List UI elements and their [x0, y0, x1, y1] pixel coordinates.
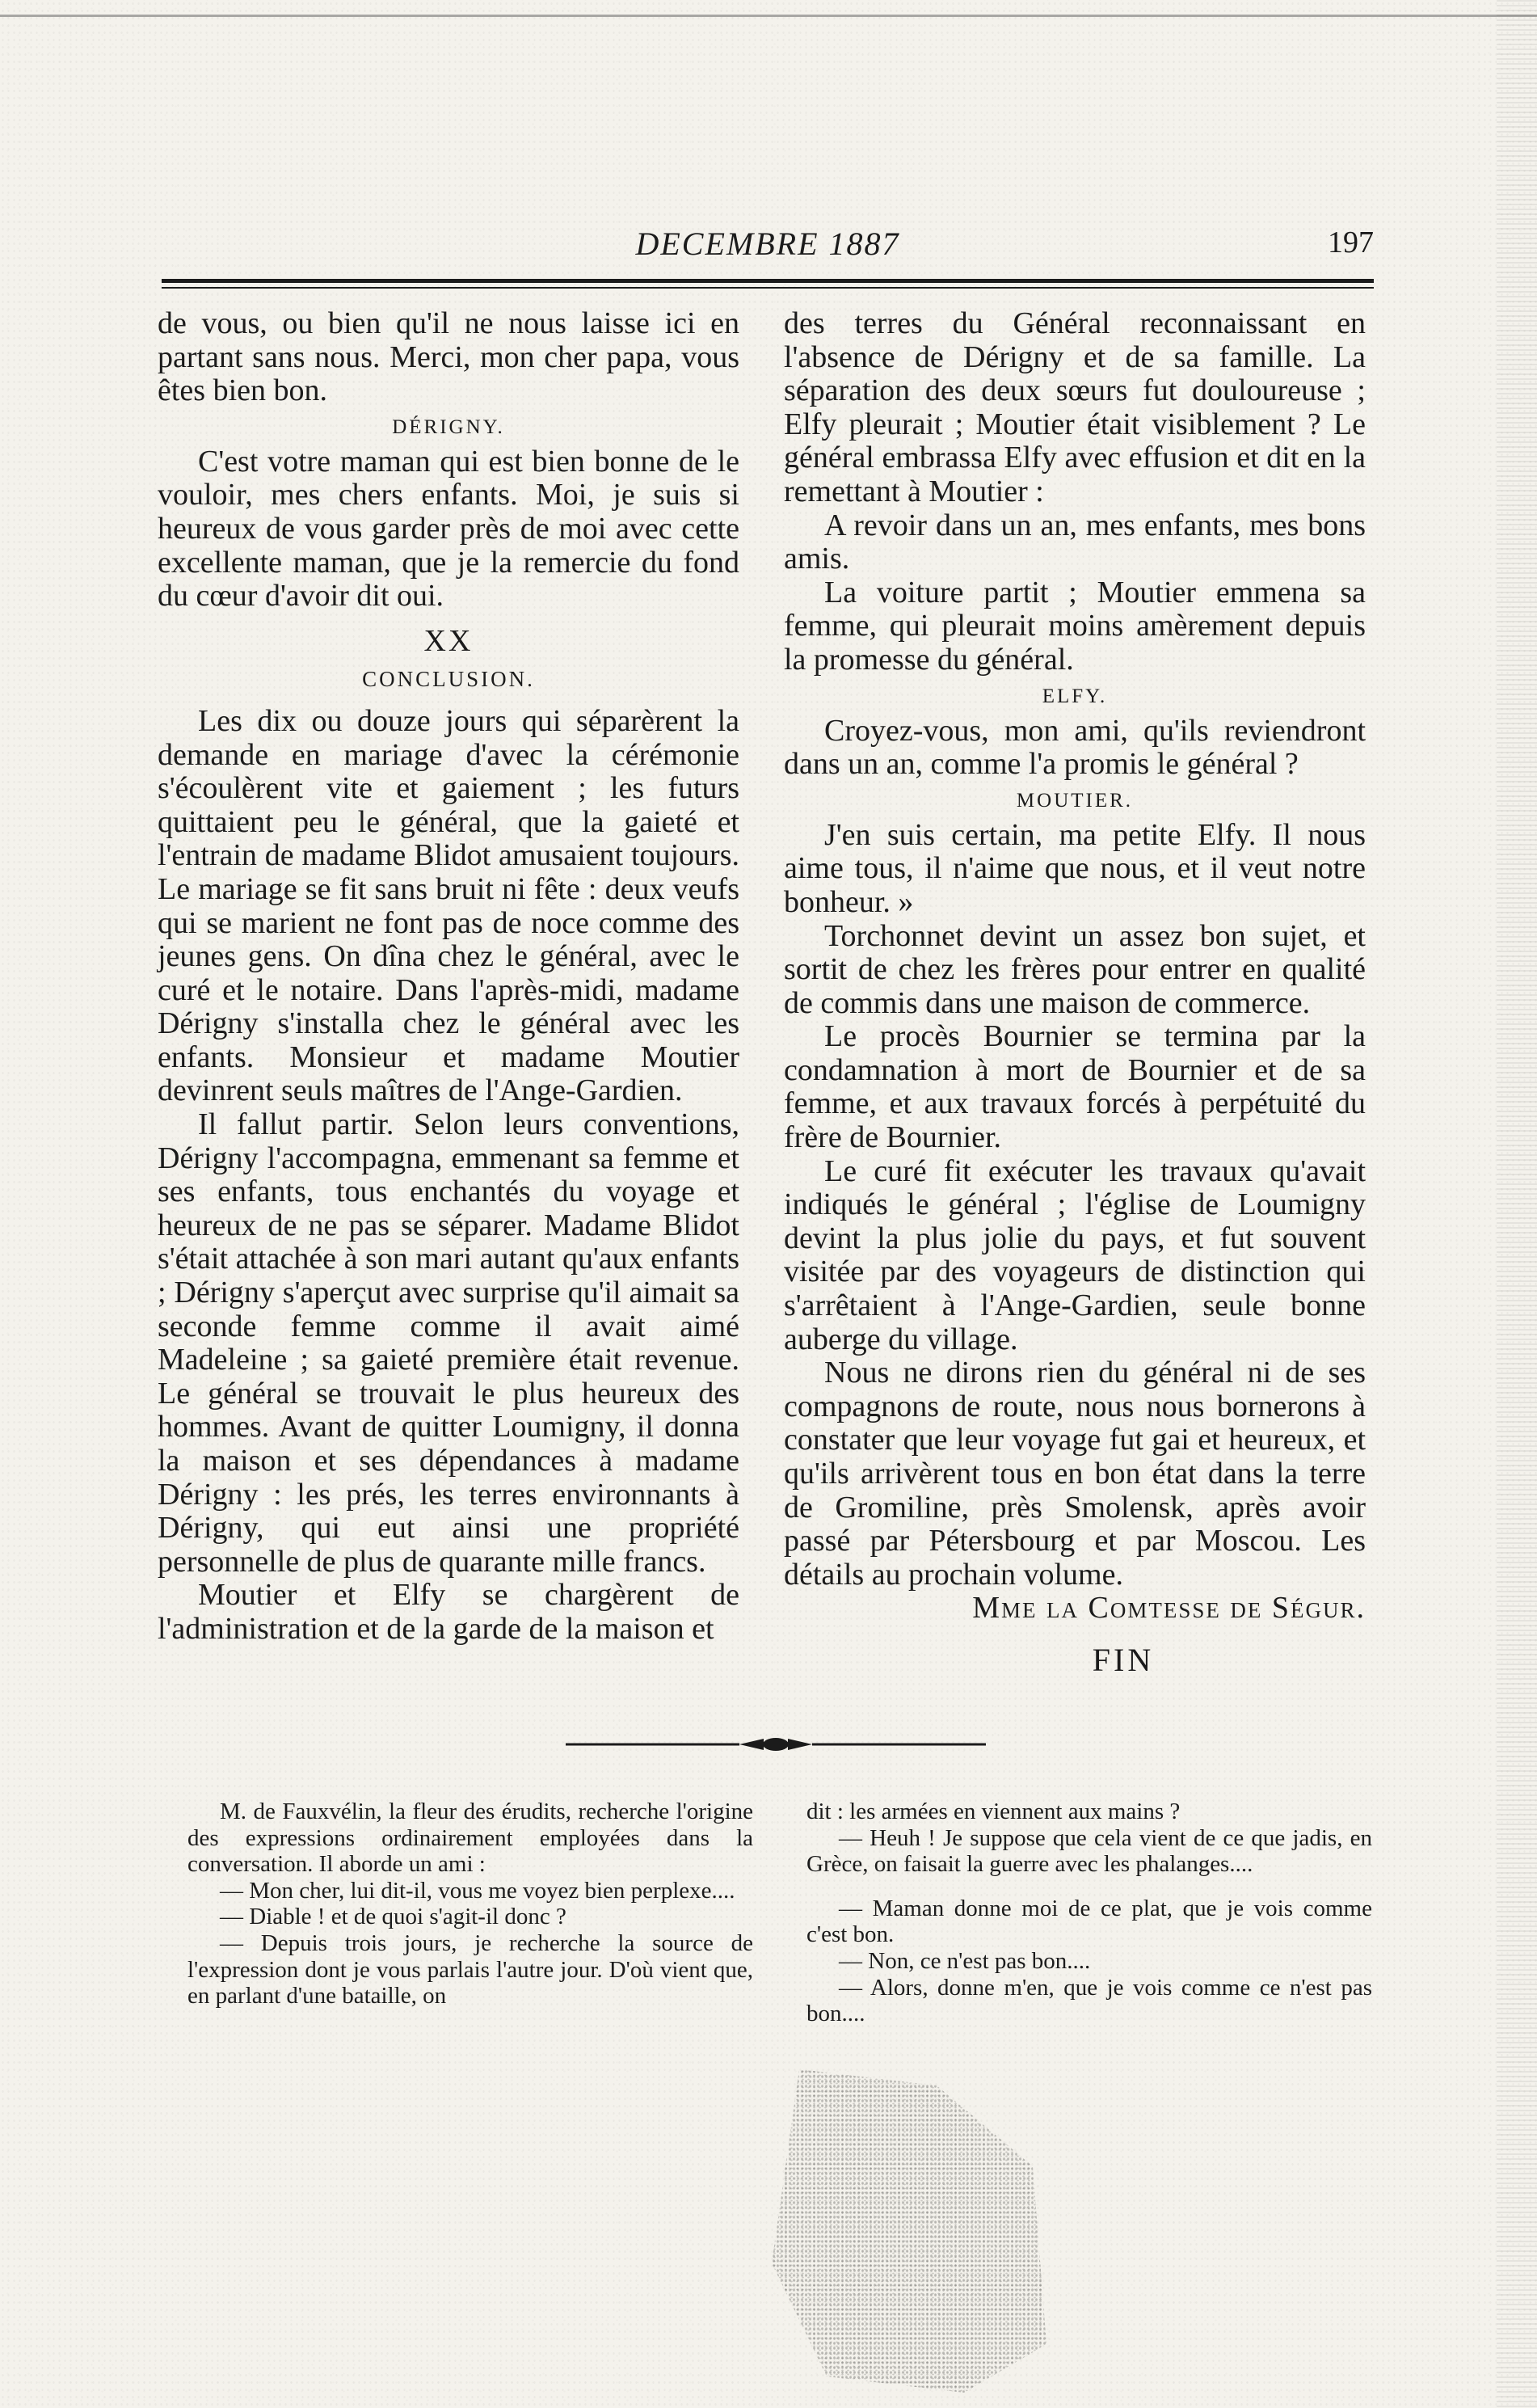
paragraph: Croyez-vous, mon ami, qu'ils reviendront dans un an, comme l'a promis le général ? [784, 713, 1366, 782]
paragraph: J'en suis certain, ma petite Elfy. Il nous aime tous, il n'aime que nous, et il veut notre bonheur. » [784, 817, 1366, 919]
top-edge-rule [0, 15, 1537, 17]
page-number: 197 [1328, 226, 1374, 259]
paragraph: Torchonnet devint un assez bon sujet, et sortit de chez les frères pour entrer en qualité de commis dans une maison de commerce. [784, 918, 1366, 1020]
paragraph: des terres du Général reconnaissant en l'absence de Dérigny et de sa famille. La séparation des deux sœurs fut douloureuse ; Elfy pleurait ; Moutier était visiblement ? Le général embrassa Elfy avec effusion et dit en la remettant à Moutier : [784, 306, 1366, 508]
spacer [806, 1878, 1372, 1896]
anecdote-left [187, 1799, 753, 2009]
paragraph: Le procès Bournier se termina par la condamnation à mort de Bournier et de sa femme, et aux travaux forcés à perpétuité du frère de Bournier. [784, 1019, 1366, 1155]
chapter-title: CONCLUSION. [362, 667, 535, 692]
paragraph: — Mon cher, lui dit-il, vous me voyez bien perplexe.... [220, 1877, 735, 1904]
paragraph: C'est votre maman qui est bien bonne de le vouloir, mes chers enfants. Moi, je suis si heureux de vous garder près de moi avec cette excellente maman, que je la remercie du fond du cœur d'avoir dit oui. [158, 444, 739, 614]
fin-mark: FIN [1092, 1641, 1155, 1678]
page-header [162, 218, 1374, 267]
paragraph: Moutier et Elfy se chargèrent de l'administration et de la garde de la maison et [158, 1578, 739, 1646]
paragraph: — Heuh ! Je suppose que cela vient de ce que jadis, en Grèce, on faisait la guerre avec les phalanges.... [806, 1824, 1372, 1878]
paragraph: M. de Fauxvélin, la fleur des érudits, recherche l'origine des expressions ordinairement employées dans la conversation. Il aborde un ami : [187, 1799, 753, 1878]
paragraph: — Non, ce n'est pas bon.... [839, 1947, 1091, 1974]
separator-ornament [566, 1732, 986, 1756]
paragraph: dit : les armées en viennent aux mains ? [806, 1799, 1181, 1824]
paragraph: de vous, ou bien qu'il ne nous laisse ici en partant sans nous. Merci, mon cher papa, vous êtes bien bon. [158, 306, 739, 408]
speaker-name: MOUTIER. [1016, 789, 1134, 812]
author-signature: Mme la Comtesse de Ségur. [972, 1591, 1366, 1626]
right-column [784, 307, 1366, 1677]
header-rule-thin [162, 287, 1374, 289]
page-edge-shadow [1497, 0, 1537, 2408]
anecdote-right [806, 1799, 1372, 2027]
paragraph: — Maman donne moi de ce plat, que je vois comme c'est bon. [806, 1895, 1372, 1948]
chapter-number: XX [423, 623, 474, 658]
speaker-name: ELFY. [1042, 685, 1108, 707]
paragraph: La voiture partit ; Moutier emmena sa femme, qui pleurait moins amèrement depuis la promesse du général. [784, 575, 1366, 677]
paragraph: A revoir dans un an, mes enfants, mes bons amis. [784, 508, 1366, 576]
ink-blot [772, 2069, 1046, 2393]
speaker-name: DÉRIGNY. [392, 415, 505, 438]
running-head: DECEMBRE 1887 [635, 226, 900, 262]
header-rule [162, 279, 1374, 283]
paragraph: Le curé fit exécuter les travaux qu'avait indiqués le général ; l'église de Loumigny devint la plus jolie du pays, et fut souvent visitée par des voyageurs de distinction qui s'arrêtaient à l'Ange-Gardien, seule bonne auberge du village. [784, 1153, 1366, 1356]
paragraph: — Depuis trois jours, je recherche la source de l'expression dont je vous parlais l'autre jour. D'où vient que, en parlant d'une bataille, on [187, 1929, 753, 2009]
paragraph: — Alors, donne m'en, que je vois comme ce n'est pas bon.... [806, 1974, 1372, 2027]
paragraph: Les dix ou douze jours qui séparèrent la demande en mariage d'avec la cérémonie s'écoulèrent vite et gaiement ; les futurs quittaient peu le général, que la gaieté et l'entrain de madame Blidot amusaient toujours. Le mariage se fit sans bruit ni fête : deux veufs qui se marient ne font pas de noce comme des jeunes gens. On dîna chez le général, avec le curé et le notaire. Dans l'après-midi, madame Dérigny s'installa chez le général avec les enfants. Monsieur et madame Moutier devinrent seuls maîtres de l'Ange-Gardien. [158, 703, 739, 1108]
left-column [158, 307, 739, 1647]
paragraph: Nous ne dirons rien du général ni de ses compagnons de route, nous nous bornerons à constater que leur voyage fut gai et heureux, et qu'ils arrivèrent tous en bon état dans la terre de Gromiline, près Smolensk, après avoir passé par Pétersbourg et par Moscou. Les détails au prochain volume. [784, 1356, 1366, 1592]
paragraph: — Diable ! et de quoi s'agit-il donc ? [220, 1904, 566, 1930]
paragraph: Il fallut partir. Selon leurs conventions, Dérigny l'accompagna, emmenant sa femme et ses enfants, tous enchantés du voyage et heureux de ne pas se séparer. Madame Blidot s'était attachée à son mari autant qu'aux enfants ; Dérigny s'aperçut avec surprise qu'il aimait sa seconde femme comme il avait aimé Madeleine ; sa gaieté première était revenue. Le général se trouvait le plus heureux des hommes. Avant de quitter Loumigny, il donna la maison et ses dépendances à madame Dérigny : les prés, les terres environnants à Dérigny, qui eut ainsi une propriété personnelle de plus de quarante mille francs. [158, 1107, 739, 1579]
